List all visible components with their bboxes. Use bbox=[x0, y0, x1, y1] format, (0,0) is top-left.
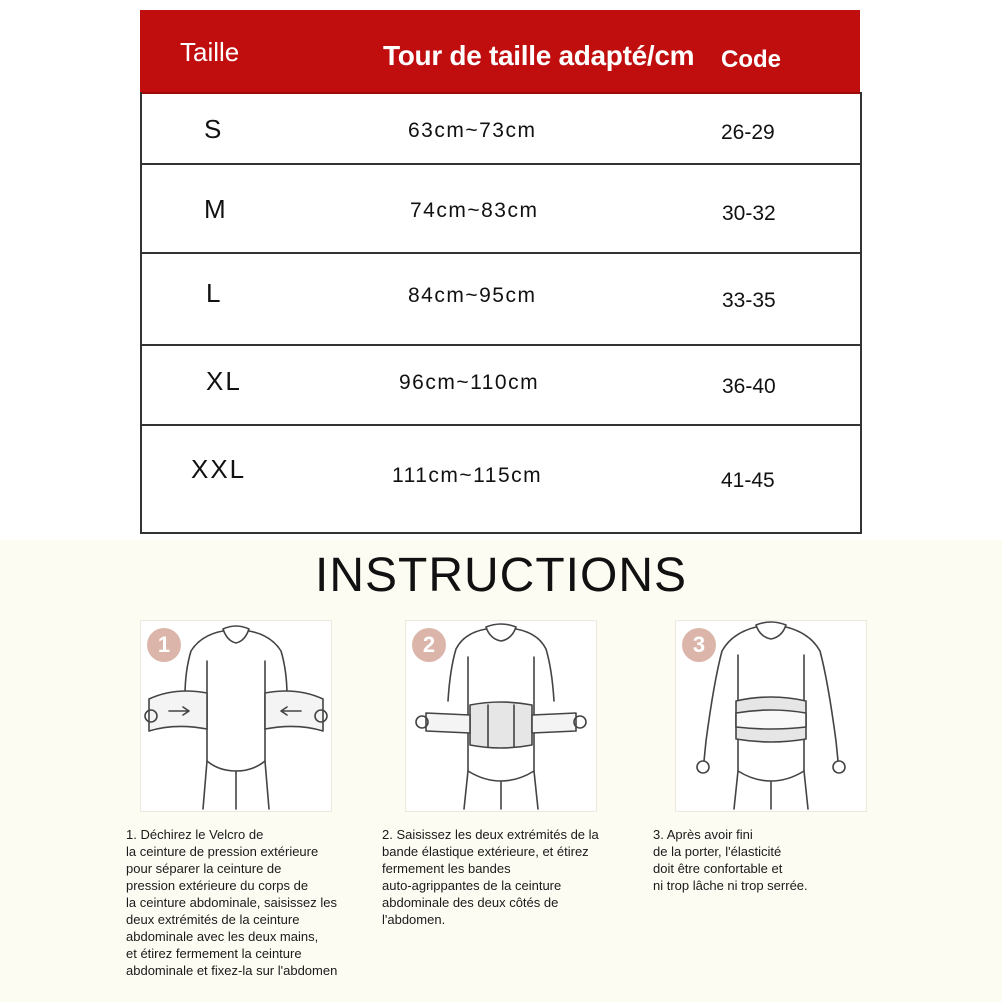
table-row bbox=[142, 92, 860, 163]
step-3-illustration bbox=[675, 620, 867, 812]
row-waist: 74cm~83cm bbox=[410, 199, 539, 222]
step-text-line: pour séparer la ceinture de bbox=[126, 861, 282, 876]
step-text-line: la ceinture abdominale, saisissez les bbox=[126, 895, 337, 910]
row-waist: 84cm~95cm bbox=[408, 284, 537, 307]
step-number-badge: 1 bbox=[147, 628, 181, 662]
step-text-line: abdominale et fixez-la sur l'abdomen bbox=[126, 963, 338, 978]
step-text-line: deux extrémités de la ceinture bbox=[126, 912, 300, 927]
table-body bbox=[140, 92, 862, 534]
table-row bbox=[142, 344, 860, 426]
step-text-line: abdominale des deux côtés de bbox=[382, 895, 559, 910]
size-table bbox=[140, 10, 860, 532]
table-row bbox=[142, 424, 860, 532]
row-waist: 96cm~110cm bbox=[399, 371, 540, 394]
step-text-line: abdominale avec les deux mains, bbox=[126, 929, 319, 944]
step-text-line: de la porter, l'élasticité bbox=[653, 844, 782, 859]
step-text-line: l'abdomen. bbox=[382, 912, 446, 927]
instructions-title: INSTRUCTIONS bbox=[315, 549, 687, 602]
row-code: 26-29 bbox=[721, 121, 775, 144]
step-text-line: et étirez fermement la ceinture bbox=[126, 946, 302, 961]
step-2-illustration bbox=[405, 620, 597, 812]
table-row bbox=[142, 163, 860, 254]
step-1-illustration bbox=[140, 620, 332, 812]
table-row bbox=[142, 252, 860, 346]
row-size: XXL bbox=[191, 454, 247, 484]
step-text-line: auto-agrippantes de la ceinture bbox=[382, 878, 562, 893]
step-3-text bbox=[653, 826, 808, 894]
step-2-text bbox=[382, 826, 599, 928]
step-text-line: fermement les bandes bbox=[382, 861, 511, 876]
header-size: Taille bbox=[180, 37, 240, 67]
step-number-badge: 3 bbox=[682, 628, 716, 662]
header-code: Code bbox=[721, 46, 781, 73]
step-text-line: 2. Saisissez les deux extrémités de la bbox=[382, 827, 599, 842]
step-text-line: bande élastique extérieure, et étirez bbox=[382, 844, 589, 859]
row-size: M bbox=[204, 194, 228, 224]
step-1-text bbox=[126, 826, 337, 979]
row-code: 33-35 bbox=[722, 289, 776, 312]
header-waist: Tour de taille adapté/cm bbox=[383, 40, 695, 71]
step-number-badge: 2 bbox=[412, 628, 446, 662]
row-size: XL bbox=[206, 366, 242, 396]
step-text-line: 1. Déchirez le Velcro de bbox=[126, 827, 264, 842]
row-code: 36-40 bbox=[722, 375, 776, 398]
step-text-line: 3. Après avoir fini bbox=[653, 827, 753, 842]
step-text-line: pression extérieure du corps de bbox=[126, 878, 309, 893]
step-text-line: doit être confortable et bbox=[653, 861, 783, 876]
row-code: 41-45 bbox=[721, 469, 775, 492]
step-text-line: la ceinture de pression extérieure bbox=[126, 844, 319, 859]
row-waist: 63cm~73cm bbox=[408, 119, 537, 142]
row-waist: 111cm~115cm bbox=[392, 464, 543, 487]
table-header bbox=[140, 10, 860, 92]
step-text-line: ni trop lâche ni trop serrée. bbox=[653, 878, 808, 893]
row-size: L bbox=[206, 278, 223, 308]
row-size: S bbox=[204, 114, 224, 144]
row-code: 30-32 bbox=[722, 202, 776, 225]
